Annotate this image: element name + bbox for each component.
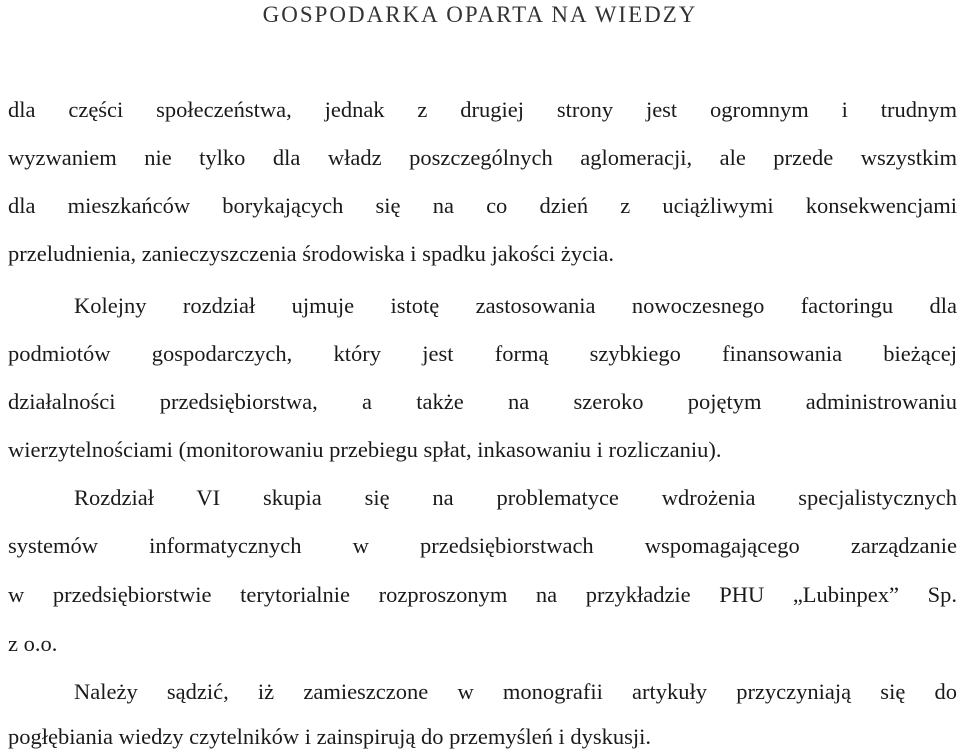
paragraph-3-line-4: z o.o. bbox=[8, 631, 58, 656]
paragraph-2-line-2: podmiotów gospodarczych, który jest formą szybkiego finansowania bieżącej bbox=[8, 341, 957, 366]
paragraph-4-line-1: Należy sądzić, iż zamieszczone w monografii artykuły przyczyniają się do bbox=[74, 679, 957, 704]
paragraph-2-line-1: Kolejny rozdział ujmuje istotę zastosowania nowoczesnego factoringu dla bbox=[74, 293, 957, 318]
paragraph-1-line-4: przeludnienia, zanieczyszczenia środowiska i spadku jakości życia. bbox=[8, 241, 614, 266]
paragraph-3-line-3: w przedsiębiorstwie terytorialnie rozproszonym na przykładzie PHU „Lubinpex” Sp. bbox=[8, 582, 957, 607]
running-header bbox=[0, 0, 960, 34]
paragraph-3-line-2: systemów informatycznych w przedsiębiorstwach wspomagającego zarządzanie bbox=[8, 533, 957, 558]
paragraph-1-line-3: dla mieszkańców borykających się na co dzień z uciążliwymi konsekwencjami bbox=[8, 193, 957, 218]
paragraph-1-line-1: dla części społeczeństwa, jednak z drugiej strony jest ogromnym i trudnym bbox=[8, 97, 957, 122]
paragraph-2-line-4: wierzytelnościami (monitorowaniu przebiegu spłat, inkasowaniu i rozliczaniu). bbox=[8, 437, 722, 462]
running-header-title: GOSPODARKA OPARTA NA WIEDZY bbox=[262, 2, 698, 27]
paragraph-4-line-2: pogłębiania wiedzy czytelników i zainspirują do przemyśleń i dyskusji. bbox=[8, 724, 651, 749]
paragraph-3-line-1: Rozdział VI skupia się na problematyce wdrożenia specjalistycznych bbox=[74, 485, 957, 510]
paragraph-1-line-2: wyzwaniem nie tylko dla władz poszczególnych aglomeracji, ale przede wszystkim bbox=[8, 145, 957, 170]
paragraph-2-line-3: działalności przedsiębiorstwa, a także na szeroko pojętym administrowaniu bbox=[8, 389, 957, 414]
